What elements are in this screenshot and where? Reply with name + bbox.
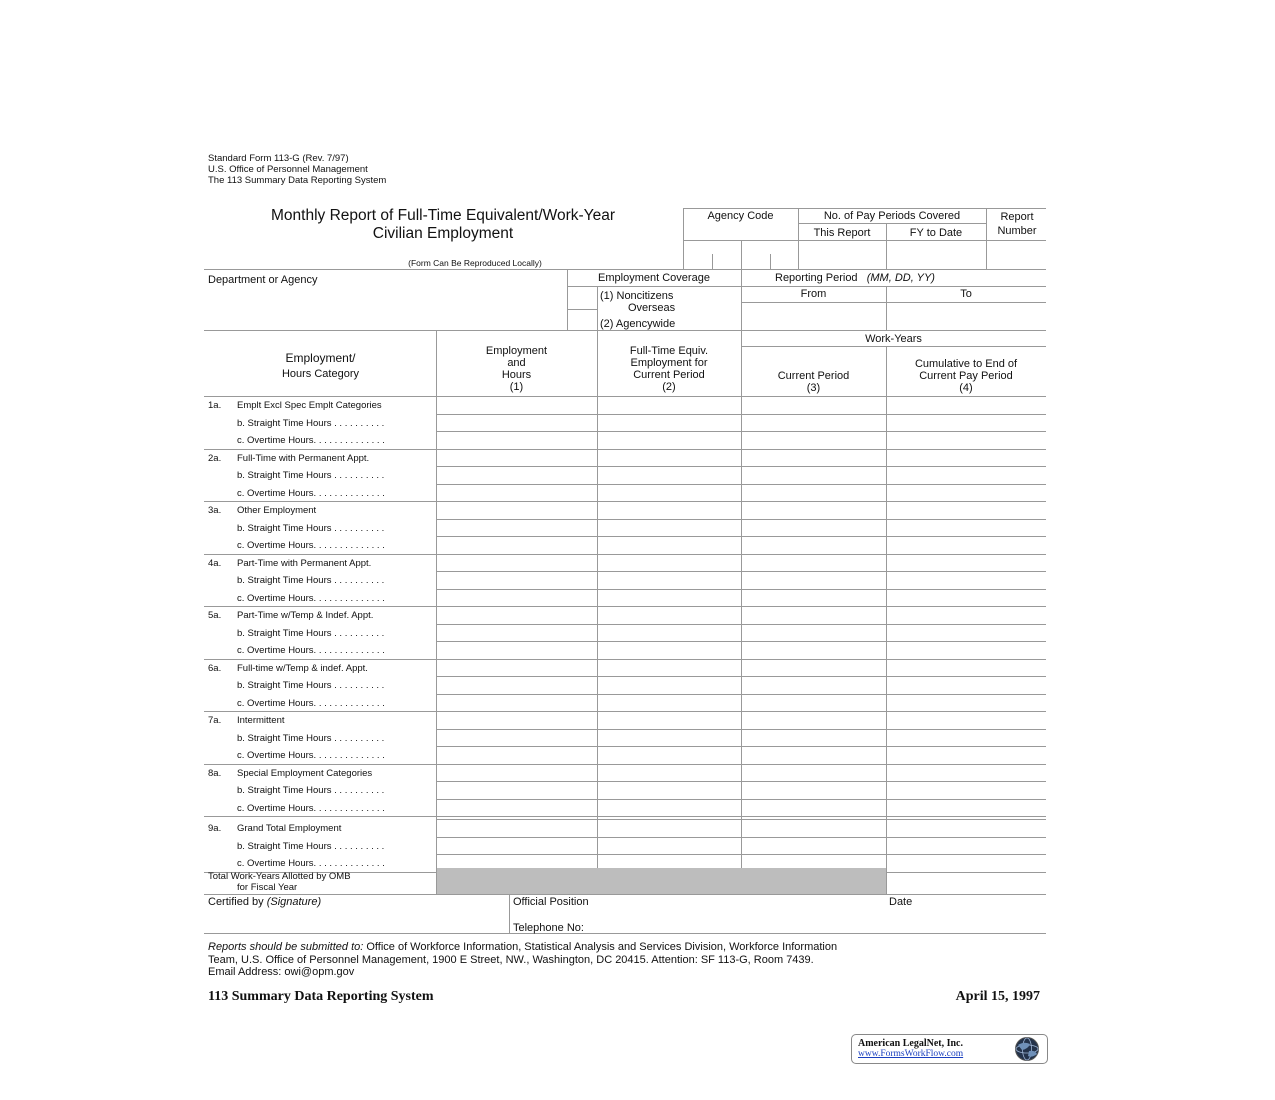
cell-col-1[interactable] <box>438 432 596 448</box>
category-label: Special Employment Categories <box>237 767 373 779</box>
straight-time-row-label: b. Straight Time Hours . . . . . . . . . . <box>237 840 385 852</box>
footer-date: April 15, 1997 <box>955 989 1040 1004</box>
cell-col-3[interactable] <box>742 397 885 413</box>
cell-col-2[interactable] <box>598 730 740 746</box>
cell-col-4[interactable] <box>887 415 1045 431</box>
coverage-option-1 <box>600 290 675 314</box>
cell-col-1[interactable] <box>438 642 596 658</box>
shaded-area <box>437 868 886 894</box>
cell-col-1[interactable] <box>438 765 596 781</box>
cell-col-4[interactable] <box>887 820 1045 836</box>
cell-col-2[interactable] <box>598 747 740 763</box>
to-date-field[interactable] <box>888 304 1044 328</box>
cell-col-1[interactable] <box>438 677 596 693</box>
col3-header-line: (3) <box>806 382 821 394</box>
col1-header-line: Employment <box>485 345 548 357</box>
certified-by-text: Certified by <box>208 896 264 908</box>
category-label: Part-Time w/Temp & Indef. Appt. <box>237 610 374 621</box>
this-report-label: This Report <box>813 227 871 239</box>
cell-col-4[interactable] <box>887 660 1045 676</box>
reporting-period-format: (MM, DD, YY) <box>866 272 935 284</box>
category-row-label <box>208 610 373 621</box>
cell-col-4[interactable] <box>887 765 1045 781</box>
brand-badge <box>851 1034 1048 1064</box>
submission-text-2: Team, U.S. Office of Personnel Management, 1900 E Street, NW., Washington, DC 20415. Attention: SF 113-G, Room 7439. <box>208 953 814 966</box>
cell-col-4[interactable] <box>887 625 1045 641</box>
rule <box>509 894 510 933</box>
rule <box>683 240 1046 241</box>
cell-col-1[interactable] <box>438 712 596 728</box>
category-number: 8a. <box>208 767 222 779</box>
rule <box>204 933 1046 934</box>
submission-instructions <box>208 941 837 979</box>
system-name: The 113 Summary Data Reporting System <box>208 175 387 186</box>
cell-col-4[interactable] <box>887 432 1045 448</box>
tick <box>770 254 771 269</box>
category-number: 3a. <box>208 505 222 516</box>
cell-col-3[interactable] <box>742 695 885 711</box>
overtime-row-label: c. Overtime Hours. . . . . . . . . . . . . . <box>237 487 385 499</box>
cell-col-2[interactable] <box>598 800 740 816</box>
cell-col-4[interactable] <box>887 747 1045 763</box>
cell-col-3[interactable] <box>742 537 885 553</box>
fy-to-date-label: FY to Date <box>909 227 963 239</box>
form-number: Standard Form 113-G (Rev. 7/97) <box>208 153 349 164</box>
form-identification <box>208 153 386 186</box>
rule <box>741 302 1046 303</box>
submission-text-1: Office of Workforce Information, Statistical Analysis and Services Division, Workforce Information <box>363 941 838 953</box>
cell-col-4[interactable] <box>887 502 1045 518</box>
category-number: 4a. <box>208 557 222 569</box>
col4-header <box>886 358 1046 394</box>
cell-col-1[interactable] <box>438 415 596 431</box>
cell-col-1[interactable] <box>438 450 596 466</box>
cell-col-2[interactable] <box>598 782 740 798</box>
overtime-row-label: c. Overtime Hours. . . . . . . . . . . . . . <box>237 435 385 446</box>
pay-periods-label: No. of Pay Periods Covered <box>823 210 961 222</box>
category-row-label <box>208 453 369 464</box>
cell-col-4[interactable] <box>887 855 1045 871</box>
cell-col-4[interactable] <box>887 397 1045 413</box>
cell-col-2[interactable] <box>598 555 740 571</box>
cell-col-3[interactable] <box>742 800 885 816</box>
cell-col-2[interactable] <box>598 590 740 606</box>
cell-col-4[interactable] <box>887 730 1045 746</box>
date-field[interactable] <box>889 910 1044 931</box>
cell-col-4[interactable] <box>887 838 1045 854</box>
overtime-row-label: c. Overtime Hours. . . . . . . . . . . . . . <box>237 540 385 551</box>
signature-field[interactable] <box>208 910 506 931</box>
cell-col-1[interactable] <box>438 660 596 676</box>
straight-time-row-label: b. Straight Time Hours . . . . . . . . . . <box>237 627 385 639</box>
page-title <box>208 207 678 243</box>
cell-col-1[interactable] <box>438 555 596 571</box>
cell-col-1[interactable] <box>438 607 596 623</box>
overtime-row-label: c. Overtime Hours. . . . . . . . . . . . . . <box>237 858 385 869</box>
cell-col-2[interactable] <box>598 642 740 658</box>
cell-col-2[interactable] <box>598 467 740 483</box>
cell-col-4[interactable] <box>887 485 1045 501</box>
straight-time-row-label: b. Straight Time Hours . . . . . . . . . . <box>237 732 385 744</box>
cell-col-3[interactable] <box>742 642 885 658</box>
col2-header-line: Full-Time Equiv. <box>629 345 709 357</box>
cell-col-3[interactable] <box>742 660 885 676</box>
category-label: Part-Time with Permanent Appt. <box>237 557 372 569</box>
cell-col-2[interactable] <box>598 450 740 466</box>
reproduce-note: (Form Can Be Reproduced Locally) <box>408 258 542 268</box>
signature-hint: (Signature) <box>266 896 322 908</box>
straight-time-row-label: b. Straight Time Hours . . . . . . . . . . <box>237 417 385 429</box>
category-header-line-2: Hours Category <box>281 368 360 380</box>
col1-header <box>437 345 596 393</box>
reporting-period-label <box>775 272 935 284</box>
reporting-period-text: Reporting Period <box>775 272 858 284</box>
overtime-row-label: c. Overtime Hours. . . . . . . . . . . . . . <box>237 592 385 604</box>
category-row-label <box>208 663 368 674</box>
cell-col-2[interactable] <box>598 520 740 536</box>
tick <box>741 240 742 269</box>
cell-col-2[interactable] <box>598 537 740 553</box>
col2-header-line: (2) <box>662 381 676 393</box>
cell-col-3[interactable] <box>742 467 885 483</box>
cell-col-4[interactable] <box>887 642 1045 658</box>
cell-col-4[interactable] <box>887 695 1045 711</box>
cell-col-2[interactable] <box>598 432 740 448</box>
cell-col-2[interactable] <box>598 660 740 676</box>
cell-col-2[interactable] <box>598 695 740 711</box>
category-header <box>208 350 433 382</box>
cell-col-2[interactable] <box>598 485 740 501</box>
cell-col-2[interactable] <box>598 838 740 854</box>
category-row-label <box>208 823 341 834</box>
category-row-label <box>208 768 372 779</box>
rule <box>204 816 1046 817</box>
cell-col-2[interactable] <box>598 502 740 518</box>
title-line-2: Civilian Employment <box>372 225 514 242</box>
cell-col-3[interactable] <box>742 572 885 588</box>
cell-col-3[interactable] <box>742 782 885 798</box>
agency-code-label: Agency Code <box>707 210 774 222</box>
rule <box>798 223 986 224</box>
cell-col-3[interactable] <box>742 590 885 606</box>
official-position-label: Official Position <box>513 896 589 908</box>
coverage-option-2: (2) Agencywide <box>600 318 676 330</box>
agency-name: U.S. Office of Personnel Management <box>208 164 368 175</box>
footer-system-name: 113 Summary Data Reporting System <box>208 989 434 1004</box>
cell-col-2[interactable] <box>598 572 740 588</box>
cell-col-3[interactable] <box>742 450 885 466</box>
cell-col-3[interactable] <box>742 607 885 623</box>
cell-col-3[interactable] <box>742 820 885 836</box>
cell-col-4[interactable] <box>887 607 1045 623</box>
from-label: From <box>800 288 827 300</box>
omb-line-1: Total Work-Years Allotted by OMB <box>208 871 351 882</box>
col2-header-line: Employment for <box>630 357 708 369</box>
category-row-label <box>208 558 371 569</box>
cell-col-1[interactable] <box>438 467 596 483</box>
category-number: 2a. <box>208 452 222 464</box>
cell-col-1[interactable] <box>438 782 596 798</box>
cell-col-2[interactable] <box>598 607 740 623</box>
col4-header-line: Cumulative to End of <box>914 358 1018 370</box>
category-number: 6a. <box>208 662 222 674</box>
brand-link[interactable]: www.FormsWorkFlow.com <box>858 1049 964 1059</box>
category-row-label <box>208 505 316 516</box>
cell-col-4[interactable] <box>887 572 1045 588</box>
cell-col-4[interactable] <box>887 555 1045 571</box>
cell-col-2[interactable] <box>598 415 740 431</box>
rule <box>204 269 1046 270</box>
title-line-1: Monthly Report of Full-Time Equivalent/Work-Year <box>270 207 615 224</box>
cell-col-3[interactable] <box>742 625 885 641</box>
tick <box>712 254 713 269</box>
cell-col-3[interactable] <box>742 485 885 501</box>
department-field[interactable] <box>208 288 563 326</box>
col4-header-line: (4) <box>959 382 973 394</box>
coverage-option-1-checkbox[interactable] <box>569 290 595 307</box>
cell-col-2[interactable] <box>598 820 740 836</box>
cell-col-2[interactable] <box>598 677 740 693</box>
cell-col-2[interactable] <box>598 765 740 781</box>
rule <box>436 330 437 894</box>
omb-line-2: for Fiscal Year <box>237 882 298 893</box>
col3-header-line: Current Period <box>777 370 850 382</box>
cell-col-3[interactable] <box>742 747 885 763</box>
cell-col-1[interactable] <box>438 695 596 711</box>
date-label: Date <box>889 896 913 908</box>
straight-time-row-label: b. Straight Time Hours . . . . . . . . . . <box>237 522 385 534</box>
submission-email: Email Address: owi@opm.gov <box>208 966 355 978</box>
coverage-option-2-checkbox[interactable] <box>569 312 595 328</box>
cell-col-3[interactable] <box>742 502 885 518</box>
cell-col-3[interactable] <box>742 555 885 571</box>
cell-col-1[interactable] <box>438 397 596 413</box>
cell-col-1[interactable] <box>438 838 596 854</box>
cell-col-1[interactable] <box>438 537 596 553</box>
cell-col-4[interactable] <box>887 450 1045 466</box>
rule <box>683 208 1046 209</box>
brand-name: American LegalNet, Inc. <box>858 1038 963 1049</box>
cell-col-3[interactable] <box>742 712 885 728</box>
category-number: 5a. <box>208 610 222 621</box>
cell-col-1[interactable] <box>438 590 596 606</box>
overtime-row-label: c. Overtime Hours. . . . . . . . . . . . . . <box>237 802 385 814</box>
cell-col-4[interactable] <box>887 537 1045 553</box>
overtime-row-label: c. Overtime Hours. . . . . . . . . . . . . . <box>237 697 385 709</box>
category-label: Other Employment <box>237 505 317 516</box>
telephone-label: Telephone No: <box>513 922 584 934</box>
cell-col-3[interactable] <box>742 432 885 448</box>
cell-col-3[interactable] <box>742 765 885 781</box>
work-years-header: Work-Years <box>865 333 922 345</box>
cell-col-3[interactable] <box>742 838 885 854</box>
from-date-field[interactable] <box>743 304 884 328</box>
certified-by-label <box>208 896 321 908</box>
coverage-title: Employment Coverage <box>598 272 710 284</box>
col1-header-line: Hours <box>501 369 532 381</box>
rule <box>204 894 1046 895</box>
cell-col-1[interactable] <box>438 730 596 746</box>
rule <box>741 346 1046 347</box>
col1-header-line: and <box>507 357 526 369</box>
cell-col-1[interactable] <box>438 820 596 836</box>
col2-header-line: Current Period <box>633 369 705 381</box>
coverage-option-1-line-1: (1) Noncitizens <box>600 290 674 302</box>
cell-col-4[interactable] <box>887 467 1045 483</box>
cell-col-3[interactable] <box>742 415 885 431</box>
cell-col-3[interactable] <box>742 730 885 746</box>
col2-header <box>597 345 741 393</box>
straight-time-row-label: b. Straight Time Hours . . . . . . . . . . <box>237 680 385 691</box>
overtime-row-label: c. Overtime Hours. . . . . . . . . . . . . . <box>237 645 385 656</box>
category-number: 7a. <box>208 715 222 726</box>
cell-col-4[interactable] <box>887 677 1045 693</box>
to-label: To <box>960 288 972 300</box>
cell-col-1[interactable] <box>438 572 596 588</box>
col4-header-line: Current Pay Period <box>919 370 1013 382</box>
category-number: 9a. <box>208 823 222 834</box>
omb-allotment-label <box>208 871 351 893</box>
category-label: Intermittent <box>237 715 285 726</box>
category-header-line-1: Employment/ <box>285 351 356 365</box>
col1-header-line: (1) <box>509 381 524 393</box>
category-number: 1a. <box>208 400 222 411</box>
coverage-option-1-line-2: Overseas <box>628 302 676 314</box>
cell-col-1[interactable] <box>438 800 596 816</box>
cell-col-2[interactable] <box>598 397 740 413</box>
rule <box>986 208 987 269</box>
cell-col-2[interactable] <box>598 712 740 728</box>
cell-col-1[interactable] <box>438 747 596 763</box>
rule <box>567 309 597 310</box>
overtime-row-label: c. Overtime Hours. . . . . . . . . . . . . . <box>237 750 385 761</box>
category-row-label <box>208 400 382 411</box>
cell-col-4[interactable] <box>887 800 1045 816</box>
straight-time-row-label: b. Straight Time Hours . . . . . . . . . . <box>237 575 385 586</box>
globe-icon <box>1010 1036 1044 1062</box>
category-label: Grand Total Employment <box>237 823 342 834</box>
cell-col-1[interactable] <box>438 485 596 501</box>
straight-time-row-label: b. Straight Time Hours . . . . . . . . . . <box>237 470 385 481</box>
official-position-field[interactable] <box>590 908 882 920</box>
category-label: Full-Time with Permanent Appt. <box>237 452 370 464</box>
omb-allotment-field[interactable] <box>888 870 1044 892</box>
cell-col-4[interactable] <box>887 590 1045 606</box>
cell-col-1[interactable] <box>438 520 596 536</box>
rule <box>597 286 598 330</box>
cell-col-1[interactable] <box>438 625 596 641</box>
col3-header <box>741 370 886 394</box>
rule <box>567 286 1046 287</box>
cell-col-3[interactable] <box>742 677 885 693</box>
cell-col-4[interactable] <box>887 712 1045 728</box>
submission-lead: Reports should be submitted to: <box>208 941 364 953</box>
cell-col-1[interactable] <box>438 502 596 518</box>
category-row-label <box>208 715 285 726</box>
category-label: Full-time w/Temp & indef. Appt. <box>237 662 368 674</box>
cell-col-4[interactable] <box>887 782 1045 798</box>
straight-time-row-label: b. Straight Time Hours . . . . . . . . . . <box>237 785 385 796</box>
cell-col-2[interactable] <box>598 625 740 641</box>
report-number-label: Report Number <box>997 211 1037 237</box>
rule <box>204 330 1046 331</box>
cell-col-3[interactable] <box>742 520 885 536</box>
cell-col-4[interactable] <box>887 520 1045 536</box>
category-label: Emplt Excl Spec Emplt Categories <box>237 400 382 411</box>
department-label: Department or Agency <box>208 274 318 286</box>
